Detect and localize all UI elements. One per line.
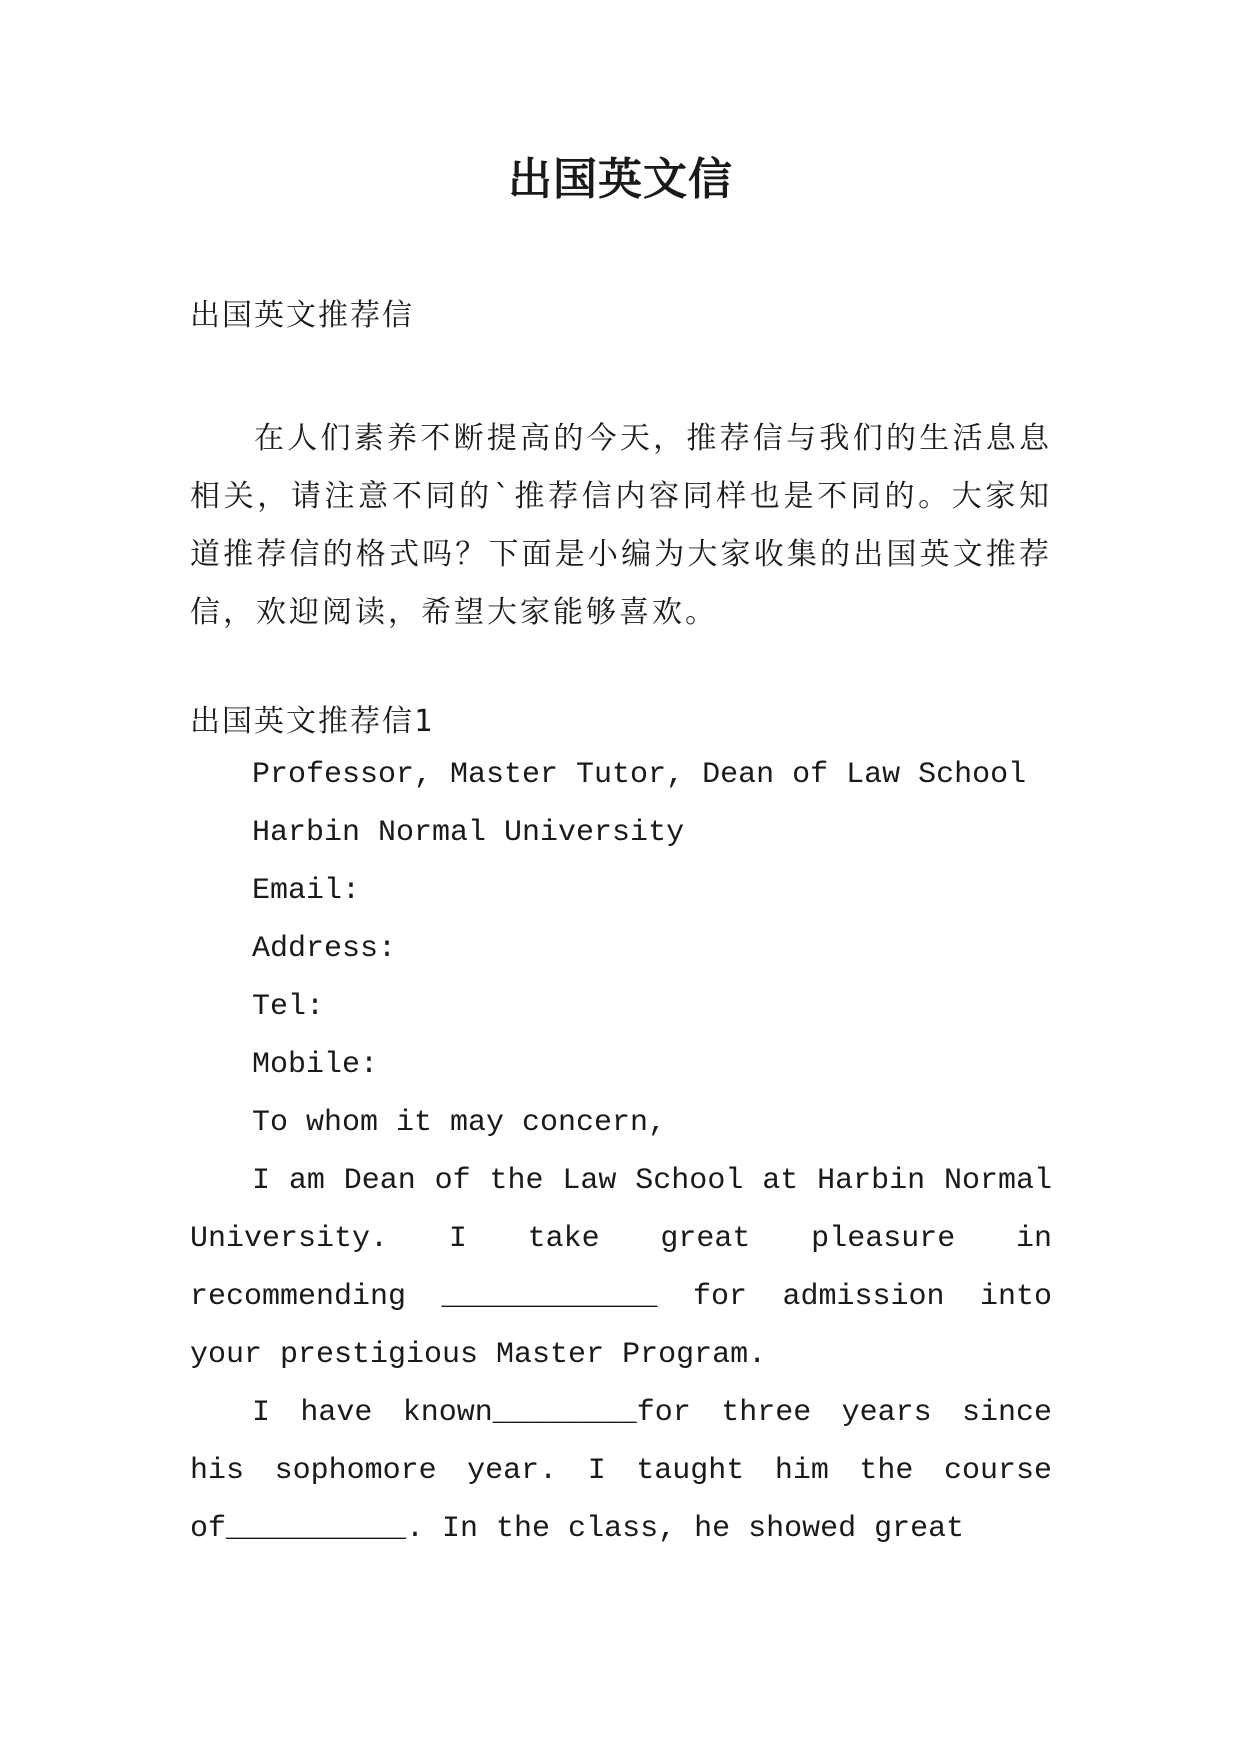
letter-header xyxy=(190,746,1052,1152)
document-subtitle: 出国英文推荐信 xyxy=(190,298,414,333)
letter-body xyxy=(190,1152,1052,1558)
section-heading: 出国英文推荐信1 xyxy=(190,704,435,739)
sender-university-line: Harbin Normal University xyxy=(252,816,685,850)
body-paragraph-2: I have known________for three years since his sophomore year. I taught him the course of__________. In the class, he showed great xyxy=(190,1396,1052,1546)
salutation-line: To whom it may concern, xyxy=(252,1106,667,1140)
sender-mobile-line: Mobile: xyxy=(252,1048,379,1082)
document-title: 出国英文信 xyxy=(508,154,733,205)
intro-paragraph: 在人们素养不断提高的今天，推荐信与我们的生活息息相关，请注意不同的`推荐信内容同样也是不同的。大家知道推荐信的格式吗？下面是小编为大家收集的出国英文推荐信，欢迎阅读，希望大家能够喜欢。 xyxy=(190,421,1052,630)
sender-email-line: Email: xyxy=(252,874,361,908)
sender-tel-line: Tel: xyxy=(252,990,325,1024)
sender-title-line: Professor, Master Tutor, Dean of Law School xyxy=(252,758,1027,792)
sender-address-line: Address: xyxy=(252,932,397,966)
body-paragraph-1: I am Dean of the Law School at Harbin Normal University. I take great pleasure in recommending ____________ for admission into your prestigious Master Program. xyxy=(190,1164,1052,1372)
